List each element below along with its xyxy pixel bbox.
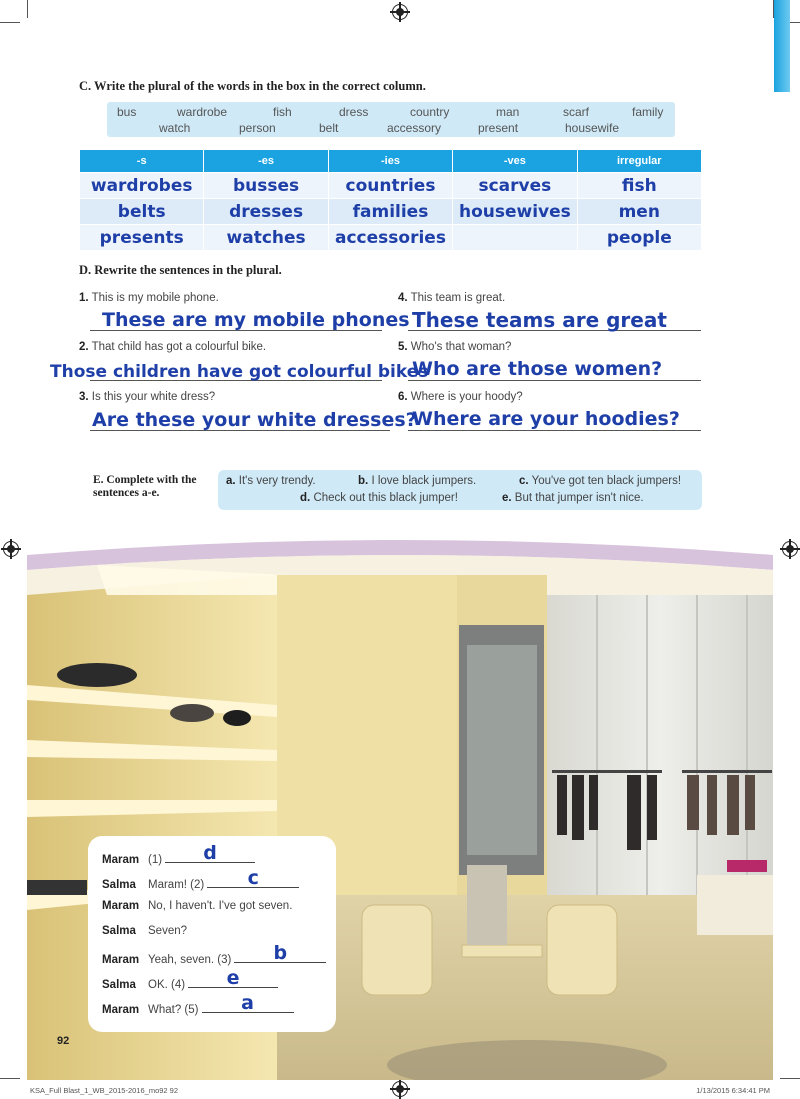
- table-cell: men: [578, 199, 701, 224]
- answer-line: [408, 430, 701, 431]
- handwritten-answer: c: [247, 867, 259, 889]
- prompt-text: This is my mobile phone.: [91, 292, 219, 304]
- dialogue-text: (1): [148, 854, 163, 866]
- item-number: 4.: [398, 292, 408, 304]
- plural-table: [79, 149, 702, 251]
- prompt-text: That child has got a colourful bike.: [91, 341, 267, 353]
- handwritten-answer: Who are those women?: [412, 358, 663, 380]
- dialogue-text: No, I haven't. I've got seven.: [148, 900, 293, 912]
- sentence-prompt: [79, 341, 266, 353]
- table-cell: presents: [80, 225, 203, 250]
- registration-mark-icon: [392, 4, 408, 20]
- table-cell: housewives: [453, 199, 576, 224]
- speaker-name: Maram: [102, 1004, 140, 1016]
- dialogue-line: [102, 867, 299, 891]
- registration-mark-icon: [3, 541, 19, 557]
- dialogue-line: [102, 925, 187, 937]
- section-c-title: C. Write the plural of the words in the box in the correct column.: [79, 79, 426, 93]
- answer-blank: [202, 992, 294, 1014]
- column-header: -s: [80, 150, 203, 172]
- answer-blank: [165, 842, 255, 864]
- option-d: d. Check out this black jumper!: [300, 492, 458, 504]
- word: fish: [273, 105, 292, 119]
- table-cell: countries: [329, 173, 452, 198]
- table-cell: wardrobes: [80, 173, 203, 198]
- word: person: [239, 121, 276, 135]
- word: present: [478, 121, 519, 135]
- handwritten-answer: Are these your white dresses?: [92, 409, 417, 431]
- table-row: [80, 199, 701, 224]
- word: country: [410, 105, 450, 119]
- table-cell: dresses: [204, 199, 327, 224]
- table-row: [80, 173, 701, 198]
- dialogue-box: [88, 836, 336, 1032]
- crop-mark: [780, 1078, 800, 1079]
- section-e-title-line: sentences a-e.: [93, 487, 160, 499]
- item-number: 5.: [398, 341, 408, 353]
- column-header: -es: [204, 150, 327, 172]
- dialogue-line: [102, 967, 278, 991]
- word: belt: [319, 121, 339, 135]
- handwritten-answer: b: [273, 942, 288, 964]
- prompt-text: This team is great.: [410, 292, 506, 304]
- table-cell: watches: [204, 225, 327, 250]
- table-cell: accessories: [329, 225, 452, 250]
- column-header: irregular: [578, 150, 701, 172]
- section-e-title: [93, 474, 197, 500]
- answer-blank: [188, 967, 278, 989]
- answer-line: [408, 380, 701, 381]
- word: accessory: [387, 121, 442, 135]
- speaker-name: Salma: [102, 879, 136, 891]
- answer-blank: [207, 867, 299, 889]
- dialogue-line: [102, 992, 294, 1016]
- table-cell: [453, 225, 576, 250]
- footer-timestamp: 1/13/2015 6:34:41 PM: [696, 1086, 770, 1095]
- sentence-prompt: [79, 391, 215, 403]
- word: housewife: [565, 121, 620, 135]
- table-cell: belts: [80, 199, 203, 224]
- answer-blank: [234, 942, 326, 964]
- table-cell: families: [329, 199, 452, 224]
- option-c: c. You've got ten black jumpers!: [519, 475, 682, 487]
- section-d-title: D. Rewrite the sentences in the plural.: [79, 263, 282, 277]
- table-cell: busses: [204, 173, 327, 198]
- item-number: 3.: [79, 391, 89, 403]
- item-number: 1.: [79, 292, 89, 304]
- option-e: e. But that jumper isn't nice.: [502, 492, 644, 504]
- item-number: 6.: [398, 391, 408, 403]
- sentence-prompt: [398, 391, 523, 403]
- registration-mark-icon: [392, 1081, 408, 1097]
- word: bus: [117, 105, 137, 119]
- speaker-name: Salma: [102, 979, 136, 991]
- sentence-prompt: [79, 292, 219, 304]
- handwritten-answer: Where are your hoodies?: [412, 408, 680, 430]
- sentence-prompt: [398, 341, 511, 353]
- dialogue-text: What? (5): [148, 1004, 199, 1016]
- dialogue-line: [102, 942, 326, 966]
- option-a: a. It's very trendy.: [226, 475, 316, 487]
- prompt-text: Is this your white dress?: [91, 391, 216, 403]
- dialogue-line: [102, 842, 255, 866]
- handwritten-answer: Those children have got colourful bikes: [50, 362, 429, 382]
- page-number: 92: [57, 1035, 70, 1047]
- word: family: [632, 105, 664, 119]
- sentence-options-box: [218, 470, 702, 510]
- handwritten-answer: These are my mobile phones: [102, 309, 410, 331]
- prompt-text: Where is your hoody?: [410, 391, 523, 403]
- prompt-text: Who's that woman?: [410, 341, 512, 353]
- handwritten-answer: d: [203, 842, 217, 864]
- word: watch: [159, 121, 191, 135]
- crop-mark: [27, 0, 28, 18]
- sentence-prompt: [398, 292, 505, 304]
- table-cell: fish: [578, 173, 701, 198]
- page-edge-tab: [774, 0, 790, 92]
- word: scarf: [563, 105, 590, 119]
- speaker-name: Salma: [102, 925, 136, 937]
- table-cell: scarves: [453, 173, 576, 198]
- dialogue-line: [102, 900, 292, 912]
- handwritten-answer: a: [241, 992, 254, 1014]
- table-cell: people: [578, 225, 701, 250]
- column-header: -ies: [329, 150, 452, 172]
- word-box: [107, 102, 675, 137]
- speaker-name: Maram: [102, 900, 140, 912]
- speaker-name: Maram: [102, 854, 140, 866]
- handwritten-answer: e: [226, 967, 240, 989]
- section-e-title-line: E. Complete with the: [93, 474, 197, 486]
- dialogue-text: Maram! (2): [148, 879, 205, 891]
- dialogue-text: Yeah, seven. (3): [148, 954, 232, 966]
- column-header: -ves: [453, 150, 576, 172]
- word: wardrobe: [177, 105, 228, 119]
- word: man: [496, 105, 520, 119]
- table-row: [80, 225, 701, 250]
- word: dress: [339, 105, 369, 119]
- dialogue-text: OK. (4): [148, 979, 186, 991]
- crop-mark: [0, 22, 20, 23]
- footer-file-info: KSA_Full Blast_1_WB_2015-2016_mo92 92: [30, 1086, 179, 1095]
- handwritten-answer: These teams are great: [412, 308, 667, 332]
- option-b: b. I love black jumpers.: [358, 475, 477, 487]
- crop-mark: [0, 1078, 20, 1079]
- item-number: 2.: [79, 341, 89, 353]
- registration-mark-icon: [782, 541, 798, 557]
- speaker-name: Maram: [102, 954, 140, 966]
- dialogue-text: Seven?: [148, 925, 188, 937]
